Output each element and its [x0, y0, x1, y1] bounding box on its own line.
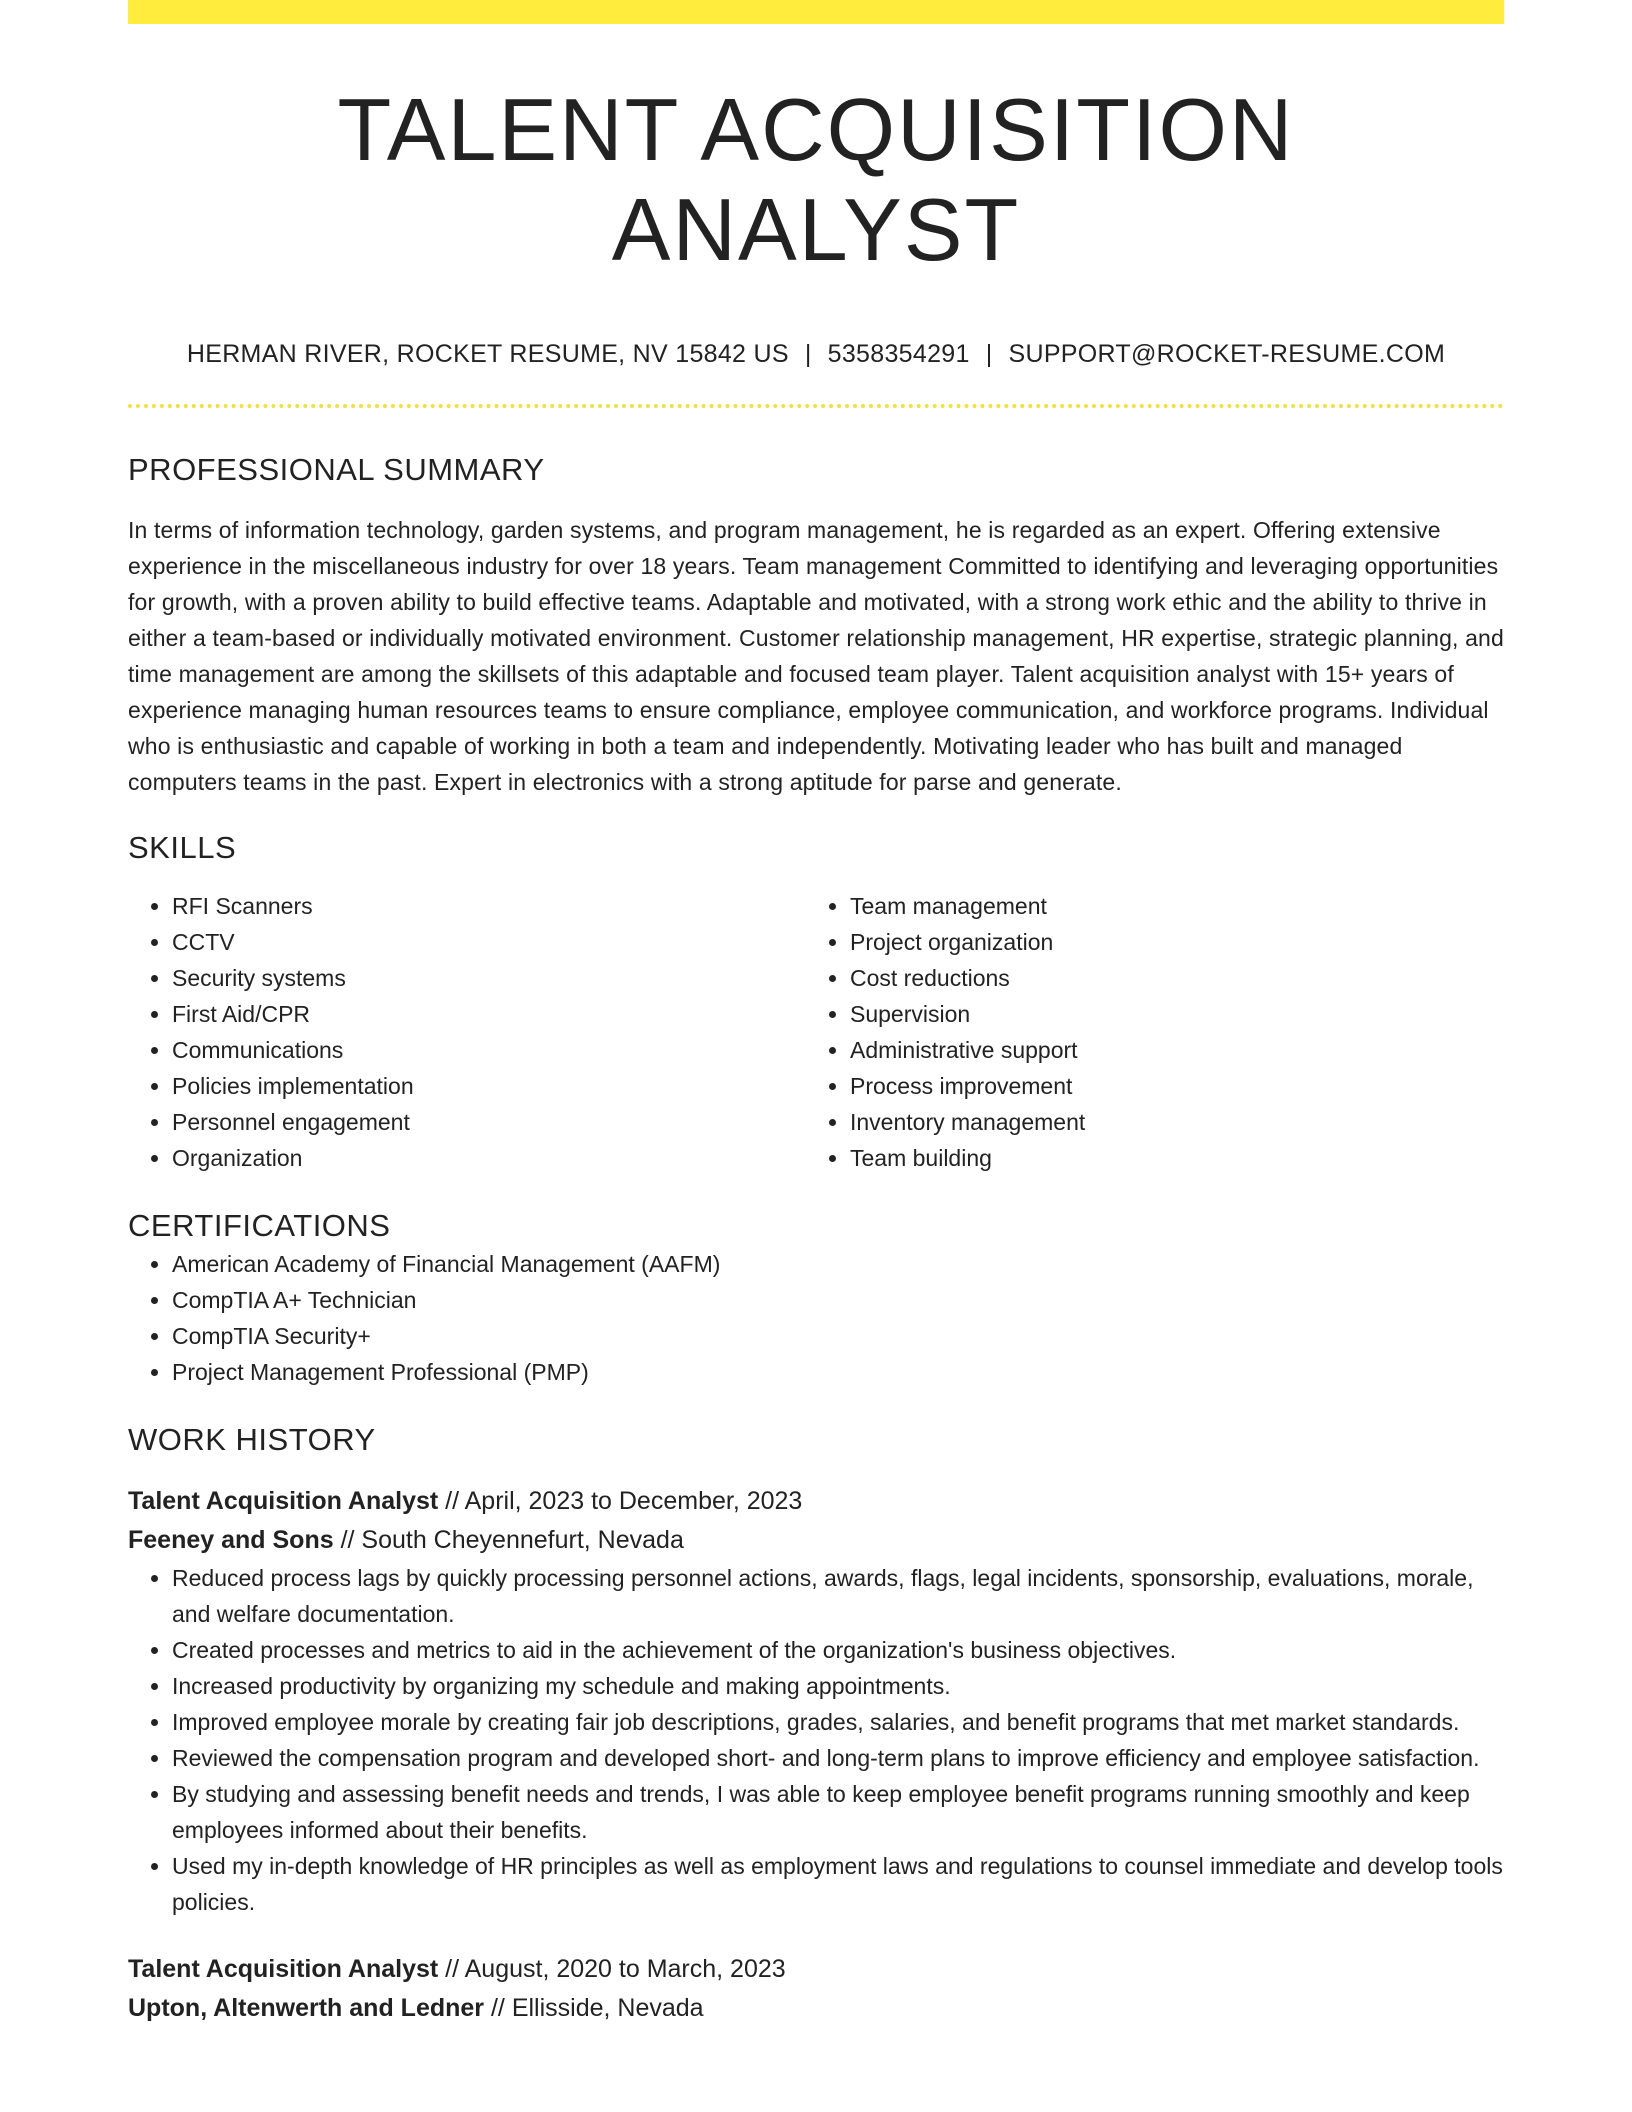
list-item: • Improved employee morale by creating fair job descriptions, grades, salaries, and benefit programs that met market standards. [172, 1704, 1504, 1740]
list-item: • Created processes and metrics to aid in the achievement of the organization's business objectives. [172, 1632, 1504, 1668]
list-item: • Organization [172, 1140, 806, 1176]
job-location: // South Cheyennefurt, Nevada [333, 1526, 684, 1554]
list-item: • Used my in-depth knowledge of HR principles as well as employment laws and regulations to counsel immediate and develop tools policies. [172, 1848, 1504, 1920]
list-item: • Cost reductions [850, 960, 1484, 996]
job-title-line [128, 1482, 1504, 1521]
list-item: • Communications [172, 1032, 806, 1068]
list-item: • RFI Scanners [172, 888, 806, 924]
list-item: • Reduced process lags by quickly processing personnel actions, awards, flags, legal incidents, sponsorship, evaluations, morale, and welfare documentation. [172, 1560, 1504, 1632]
contact-phone: 5358354291 [827, 340, 970, 368]
accent-bar [128, 0, 1504, 24]
list-item: • Team building [850, 1140, 1484, 1176]
contact-email[interactable]: SUPPORT@ROCKET-RESUME.COM [1008, 340, 1446, 368]
contact-separator: | [985, 340, 993, 368]
list-item: • CompTIA Security+ [172, 1318, 1504, 1354]
job-title: Talent Acquisition Analyst [128, 1955, 439, 1983]
skills-list-left [128, 888, 806, 1176]
skills-list-right [806, 888, 1484, 1176]
contact-separator: | [804, 340, 812, 368]
job-title-line [128, 1950, 1504, 1989]
list-item: • Team management [850, 888, 1484, 924]
job-dates: // April, 2023 to December, 2023 [438, 1487, 803, 1515]
list-item: • Administrative support [850, 1032, 1484, 1068]
job-title: Talent Acquisition Analyst [128, 1487, 439, 1515]
job-company-line [128, 1989, 1504, 2028]
list-item: • Supervision [850, 996, 1484, 1032]
list-item: • Security systems [172, 960, 806, 996]
skills-column-right [806, 888, 1484, 1176]
list-item: • By studying and assessing benefit needs and trends, I was able to keep employee benefit programs running smoothly and keep employees informed about their benefits. [172, 1776, 1504, 1848]
list-item: • Inventory management [850, 1104, 1484, 1140]
list-item: • Increased productivity by organizing my schedule and making appointments. [172, 1668, 1504, 1704]
list-item: • CCTV [172, 924, 806, 960]
skills-column-left [128, 888, 806, 1176]
list-item: • Personnel engagement [172, 1104, 806, 1140]
list-item: • Reviewed the compensation program and developed short- and long-term plans to improve efficiency and employee satisfaction. [172, 1740, 1504, 1776]
list-item: • American Academy of Financial Management (AAFM) [172, 1246, 1504, 1282]
job-bullets [128, 1560, 1504, 1920]
list-item: • Project organization [850, 924, 1484, 960]
list-item: • First Aid/CPR [172, 996, 806, 1032]
job-location: // Ellisside, Nevada [484, 1994, 704, 2022]
skills-columns [128, 888, 1504, 1176]
summary-heading: PROFESSIONAL SUMMARY [128, 452, 545, 487]
work-history-heading: WORK HISTORY [128, 1422, 376, 1457]
list-item: • CompTIA A+ Technician [172, 1282, 1504, 1318]
resume-page [128, 0, 1504, 2028]
summary-text: In terms of information technology, garden systems, and program management, he is regarded as an expert. Offering extensive experience in the miscellaneous industry for over 18 years. Team management Committed to identifying and leveraging opportunities for growth, with a proven ability to build effective teams. Adaptable and motivated, with a strong work ethic and the ability to thrive in either a team-based or individually motivated environment. Customer relationship management, HR expertise, strategic planning, and time management are among the skillsets of this adaptable and focused team player. Talent acquisition analyst with 15+ years of experience managing human resources teams to ensure compliance, employee communication, and workforce programs. Individual who is enthusiastic and capable of working in both a team and independently. Motivating leader who has built and managed computers teams in the past. Expert in electronics with a strong aptitude for parse and generate. [128, 517, 1504, 795]
list-item: • Process improvement [850, 1068, 1484, 1104]
contact-address: HERMAN RIVER, ROCKET RESUME, NV 15842 US [186, 340, 789, 368]
job-company: Feeney and Sons [128, 1526, 334, 1554]
list-item: • Policies implementation [172, 1068, 806, 1104]
list-item: • Project Management Professional (PMP) [172, 1354, 1504, 1390]
certifications-heading: CERTIFICATIONS [128, 1208, 391, 1243]
certifications-list [128, 1246, 1504, 1390]
job-company: Upton, Altenwerth and Ledner [128, 1994, 485, 2022]
skills-heading: SKILLS [128, 830, 237, 865]
contact-line [128, 338, 1504, 370]
job-dates: // August, 2020 to March, 2023 [438, 1955, 786, 1983]
resume-title: TALENT ACQUISITION ANALYST [337, 80, 1295, 279]
dotted-divider [128, 404, 1504, 408]
job-company-line [128, 1521, 1504, 1560]
